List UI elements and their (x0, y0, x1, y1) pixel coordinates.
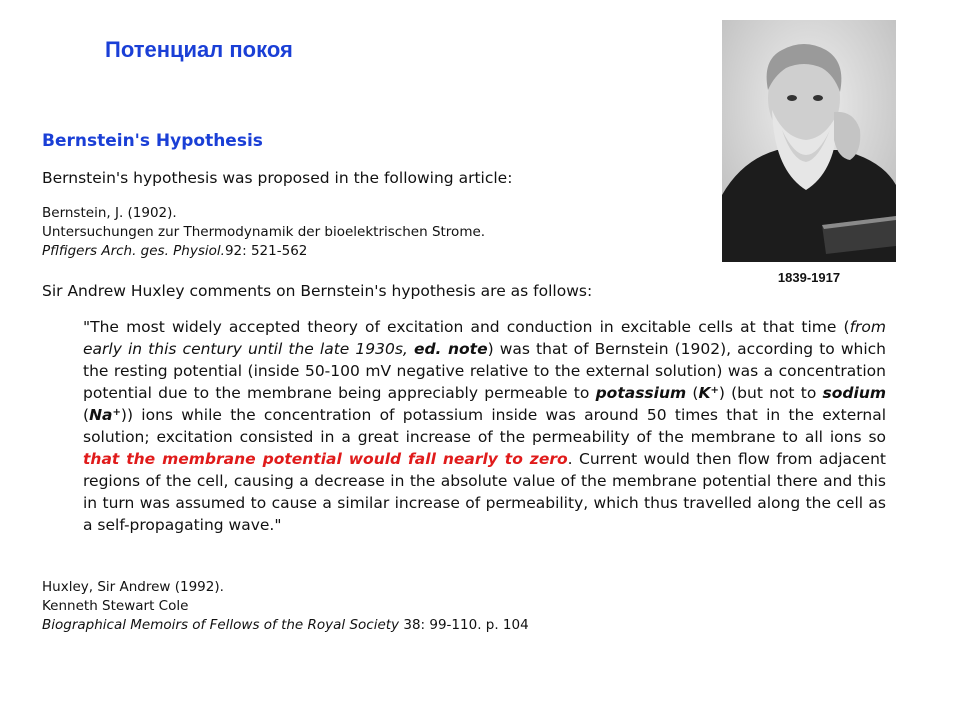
citation-author-year: Huxley, Sir Andrew (1992). (42, 579, 224, 595)
editor-note: ed. note (413, 340, 488, 358)
citation-volume: 92: 521-562 (224, 243, 308, 259)
citation-journal: Biographical Memoirs of Fellows of the Royal Society (42, 617, 400, 633)
charge-na: + (112, 407, 121, 418)
charge-k: + (710, 385, 719, 396)
citation-source (42, 242, 485, 261)
portrait-photo (722, 20, 896, 262)
citation-author-year: Bernstein, J. (1902). (42, 205, 177, 221)
intro-text: Bernstein's hypothesis was proposed in the following article: (42, 169, 513, 187)
slide-title: Потенциал покоя (105, 37, 293, 62)
citation-title: Kenneth Stewart Cole (42, 598, 189, 614)
huxley-quote: "The most widely accepted theory of excitation and conduction in excitable cells at that time (from early in this century until the late 1930s, ed. note) was that of Bernstein (1902), according to which the resting potential (inside 50-100 mV negative relative to the external solution) was a concentration potential due to the membrane being appreciably permeable to potassium (K+) (but not to sodium (Na+)) ions while the concentration of potassium inside was around 50 times that in the external solution; excitation consisted in a great increase of the permeability of the membrane to all ions so that the membrane potential would fall nearly to zero. Current would then flow from adjacent regions of the cell, causing a decrease in the absolute value of the membrane potential there and this in turn was assumed to cause a similar increase of permeability, which thus travelled along the cell as a self-propagating wave." (83, 318, 886, 534)
symbol-na: Na (89, 406, 113, 424)
citation-journal: Pflfigers Arch. ges. Physiol. (42, 243, 225, 259)
citation-title: Untersuchungen zur Thermodynamik der bioelektrischen Strome. (42, 224, 486, 240)
huxley-citation (42, 578, 529, 635)
quote-italic-note: from early in this century until the late 1930s, (83, 318, 886, 358)
section-heading: Bernstein's Hypothesis (42, 131, 263, 151)
citation-source (42, 616, 529, 635)
portrait-caption: 1839-1917 (777, 270, 841, 285)
symbol-k: K (698, 384, 711, 402)
term-sodium: sodium (822, 384, 886, 402)
citation-volume: 38: 99-110. p. 104 (399, 617, 529, 633)
bernstein-citation (42, 204, 485, 261)
huxley-comment-intro: Sir Andrew Huxley comments on Bernstein's hypothesis are as follows: (42, 282, 593, 300)
term-potassium: potassium (595, 384, 687, 402)
highlighted-phrase: that the membrane potential would fall nearly to zero (83, 450, 568, 468)
